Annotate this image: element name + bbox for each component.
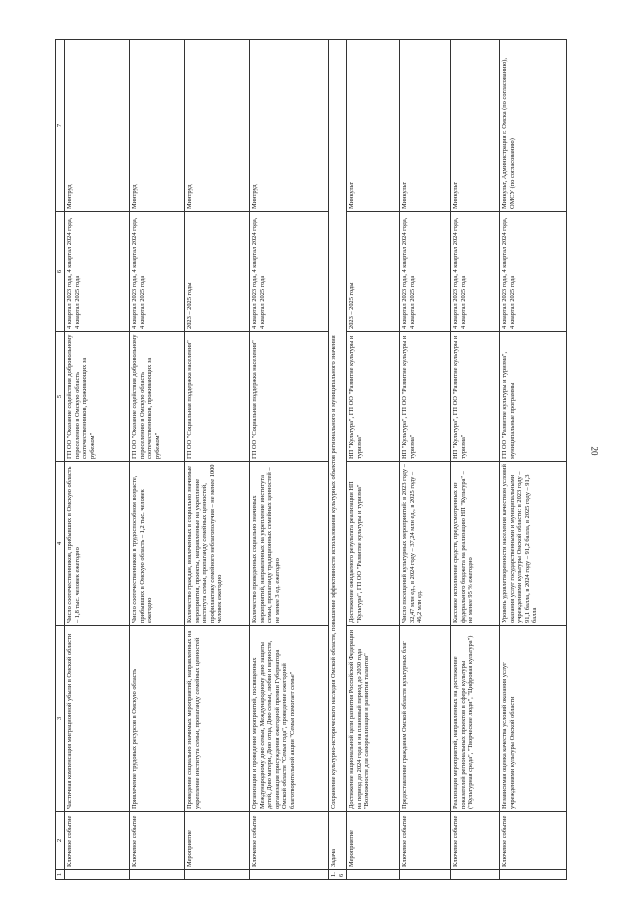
- num-cell: [500, 870, 567, 880]
- executor-cell: Минтруд: [250, 40, 329, 212]
- indicator-cell: Достижение ожидаемого результата реализации НП "Культура", ГП ОО "Развитие культуры и туризма": [347, 462, 400, 626]
- type-cell: Ключевое событие: [250, 812, 329, 870]
- executor-cell: Минкульт: [400, 40, 451, 212]
- executor-cell: Минкульт, Администрация г. Омска (по согласованию), ОМСУ (по согласованию): [500, 40, 567, 212]
- indicator-cell: Уровень удовлетворенности населения качеством условий оказания услуг государственными и муниципальными учреждениями культуры Омской области: в 2023 году – 91,1 балла, в 2024 году – 91,2 балла, в 2025 году – 91,3 балла: [500, 462, 567, 626]
- header-cell: 1: [56, 870, 65, 880]
- table-row: [65, 40, 130, 880]
- type-cell: Мероприятие: [347, 812, 400, 870]
- term-cell: 2023 – 2025 годы: [185, 212, 250, 332]
- type-cell: Ключевое событие: [400, 812, 451, 870]
- name-cell: Достижение национальной цели развития Российской Федерации на период до 2024 года и на плановый период до 2030 года "Возможности для самореализации и развития талантов": [347, 626, 400, 812]
- indicator-cell: Число соотечественников, прибывших в Омскую область – 1,8 тыс. человек ежегодно: [65, 462, 130, 626]
- task-text: Сохранение культурно-исторического наследия Омской области, повышение эффективности использования культурных объектов регионального и муниципального значения: [329, 40, 347, 812]
- type-cell: Ключевое событие: [500, 812, 567, 870]
- name-cell: Привлечение трудовых ресурсов в Омскую область: [130, 626, 185, 812]
- table-row: [185, 40, 250, 880]
- term-cell: 4 квартал 2023 года, 4 квартал 2024 года, 4 квартал 2025 года: [130, 212, 185, 332]
- term-cell: 2023 – 2025 годы: [347, 212, 400, 332]
- indicator-cell: Количество проведенных социально значимых мероприятий, направленных на укрепление института семьи, пропаганду традиционных семейных ценностей – не менее 3 ед. ежегодно: [250, 462, 329, 626]
- task-number: 1.6: [329, 870, 347, 880]
- header-cell: 3: [56, 626, 65, 812]
- num-cell: [130, 870, 185, 880]
- name-cell: Предоставление гражданам Омской области культурных благ: [400, 626, 451, 812]
- name-cell: Частичная компенсация миграционной убыли в Омской области: [65, 626, 130, 812]
- program-cell: ГП ОО "Оказание содействия добровольному переселению в Омскую область соотечественников, проживающих за рубежом": [65, 332, 130, 462]
- executor-cell: Минтруд: [185, 40, 250, 212]
- executor-cell: Минкульт: [451, 40, 500, 212]
- program-cell: ГП ОО "Развитие культуры и туризма", муниципальные программы: [500, 332, 567, 462]
- num-cell: [185, 870, 250, 880]
- executor-cell: Минтруд: [65, 40, 130, 212]
- term-cell: 4 квартал 2023 года, 4 квартал 2024 года, 4 квартал 2025 года: [65, 212, 130, 332]
- table-row: [400, 40, 451, 880]
- name-cell: Проведение социально значимых мероприятий, направленных на укрепление института семьи, пропаганду семейных ценностей: [185, 626, 250, 812]
- header-cell: 5: [56, 332, 65, 462]
- table-header-row: [56, 40, 65, 880]
- name-cell: Организация и проведение мероприятий, посвященных Международному дню семьи, Международному дню защиты детей, Дню матери, Дню отца, Дню семьи, любви и верности, организация присуждения ежегодной премии Губернатора Омской области "Семья года", проведение ежегодной благотворительной акции "Семья помогает семье": [250, 626, 329, 812]
- term-cell: 4 квартал 2023 года, 4 квартал 2024 года, 4 квартал 2025 года: [400, 212, 451, 332]
- header-cell: 6: [56, 212, 65, 332]
- name-cell: Независимая оценка качества условий оказания услуг учреждениями культуры Омской области: [500, 626, 567, 812]
- program-cell: НП "Культура", ГП ОО "Развитие культуры и туризма": [347, 332, 400, 462]
- header-cell: 7: [56, 40, 65, 212]
- table-row: [130, 40, 185, 880]
- executor-cell: Минтруд: [130, 40, 185, 212]
- program-cell: ГП ОО "Оказание содействия добровольному переселению в Омскую область соотечественников, проживающих за рубежом": [130, 332, 185, 462]
- program-cell: ГП ОО "Социальная поддержка населения": [185, 332, 250, 462]
- indicator-cell: Число посещений культурных мероприятий: в 2023 году – 32,47 млн ед., в 2024 году – 37,24 млн ед., в 2025 году – 46,2 млн ед.: [400, 462, 451, 626]
- type-cell: Ключевое событие: [130, 812, 185, 870]
- page-number: 20: [589, 446, 600, 456]
- indicator-cell: Кассовое исполнение средств, предусмотренных из федерального бюджета на реализацию НП "Культура" – не менее 95 % ежегодно: [451, 462, 500, 626]
- type-cell: Ключевое событие: [65, 812, 130, 870]
- table-row: [250, 40, 329, 880]
- table-row: [500, 40, 567, 880]
- table-row: [451, 40, 500, 880]
- num-cell: [65, 870, 130, 880]
- activities-table: [55, 39, 567, 880]
- num-cell: [347, 870, 400, 880]
- task-row: [329, 40, 347, 880]
- header-cell: 2: [56, 812, 65, 870]
- term-cell: 4 квартал 2023 года, 4 квартал 2024 года, 4 квартал 2025 года: [451, 212, 500, 332]
- num-cell: [451, 870, 500, 880]
- rotated-table-container: [55, 40, 595, 880]
- num-cell: [400, 870, 451, 880]
- type-cell: Ключевое событие: [451, 812, 500, 870]
- table-row: [347, 40, 400, 880]
- indicator-cell: Число соотечественников в трудоспособном возрасте, прибывших в Омскую область – 1,2 тыс. человек ежегодно: [130, 462, 185, 626]
- term-cell: 4 квартал 2023 года, 4 квартал 2024 года, 4 квартал 2025 года: [500, 212, 567, 332]
- executor-cell: Минкульт: [347, 40, 400, 212]
- program-cell: ГП ОО "Социальная поддержка населения": [250, 332, 329, 462]
- name-cell: Реализация мероприятий, направленных на достижение показателей региональных проектов в сфере культуры ("Культурная среда", "Творческие люди", "Цифровая культура"): [451, 626, 500, 812]
- term-cell: 4 квартал 2023 года, 4 квартал 2024 года, 4 квартал 2025 года: [250, 212, 329, 332]
- indicator-cell: Количество граждан, вовлеченных в социально значимые мероприятия, проекты, направленные на укрепление института семьи, пропаганду семейных ценностей, профилактику семейного неблагополучия – не менее 1000 человек ежегодно: [185, 462, 250, 626]
- header-cell: 4: [56, 462, 65, 626]
- program-cell: НП "Культура", ГП ОО "Развитие культуры и туризма": [451, 332, 500, 462]
- type-cell: Мероприятие: [185, 812, 250, 870]
- task-label: Задача: [329, 812, 347, 870]
- num-cell: [250, 870, 329, 880]
- program-cell: НП "Культура", ГП ОО "Развитие культуры и туризма": [400, 332, 451, 462]
